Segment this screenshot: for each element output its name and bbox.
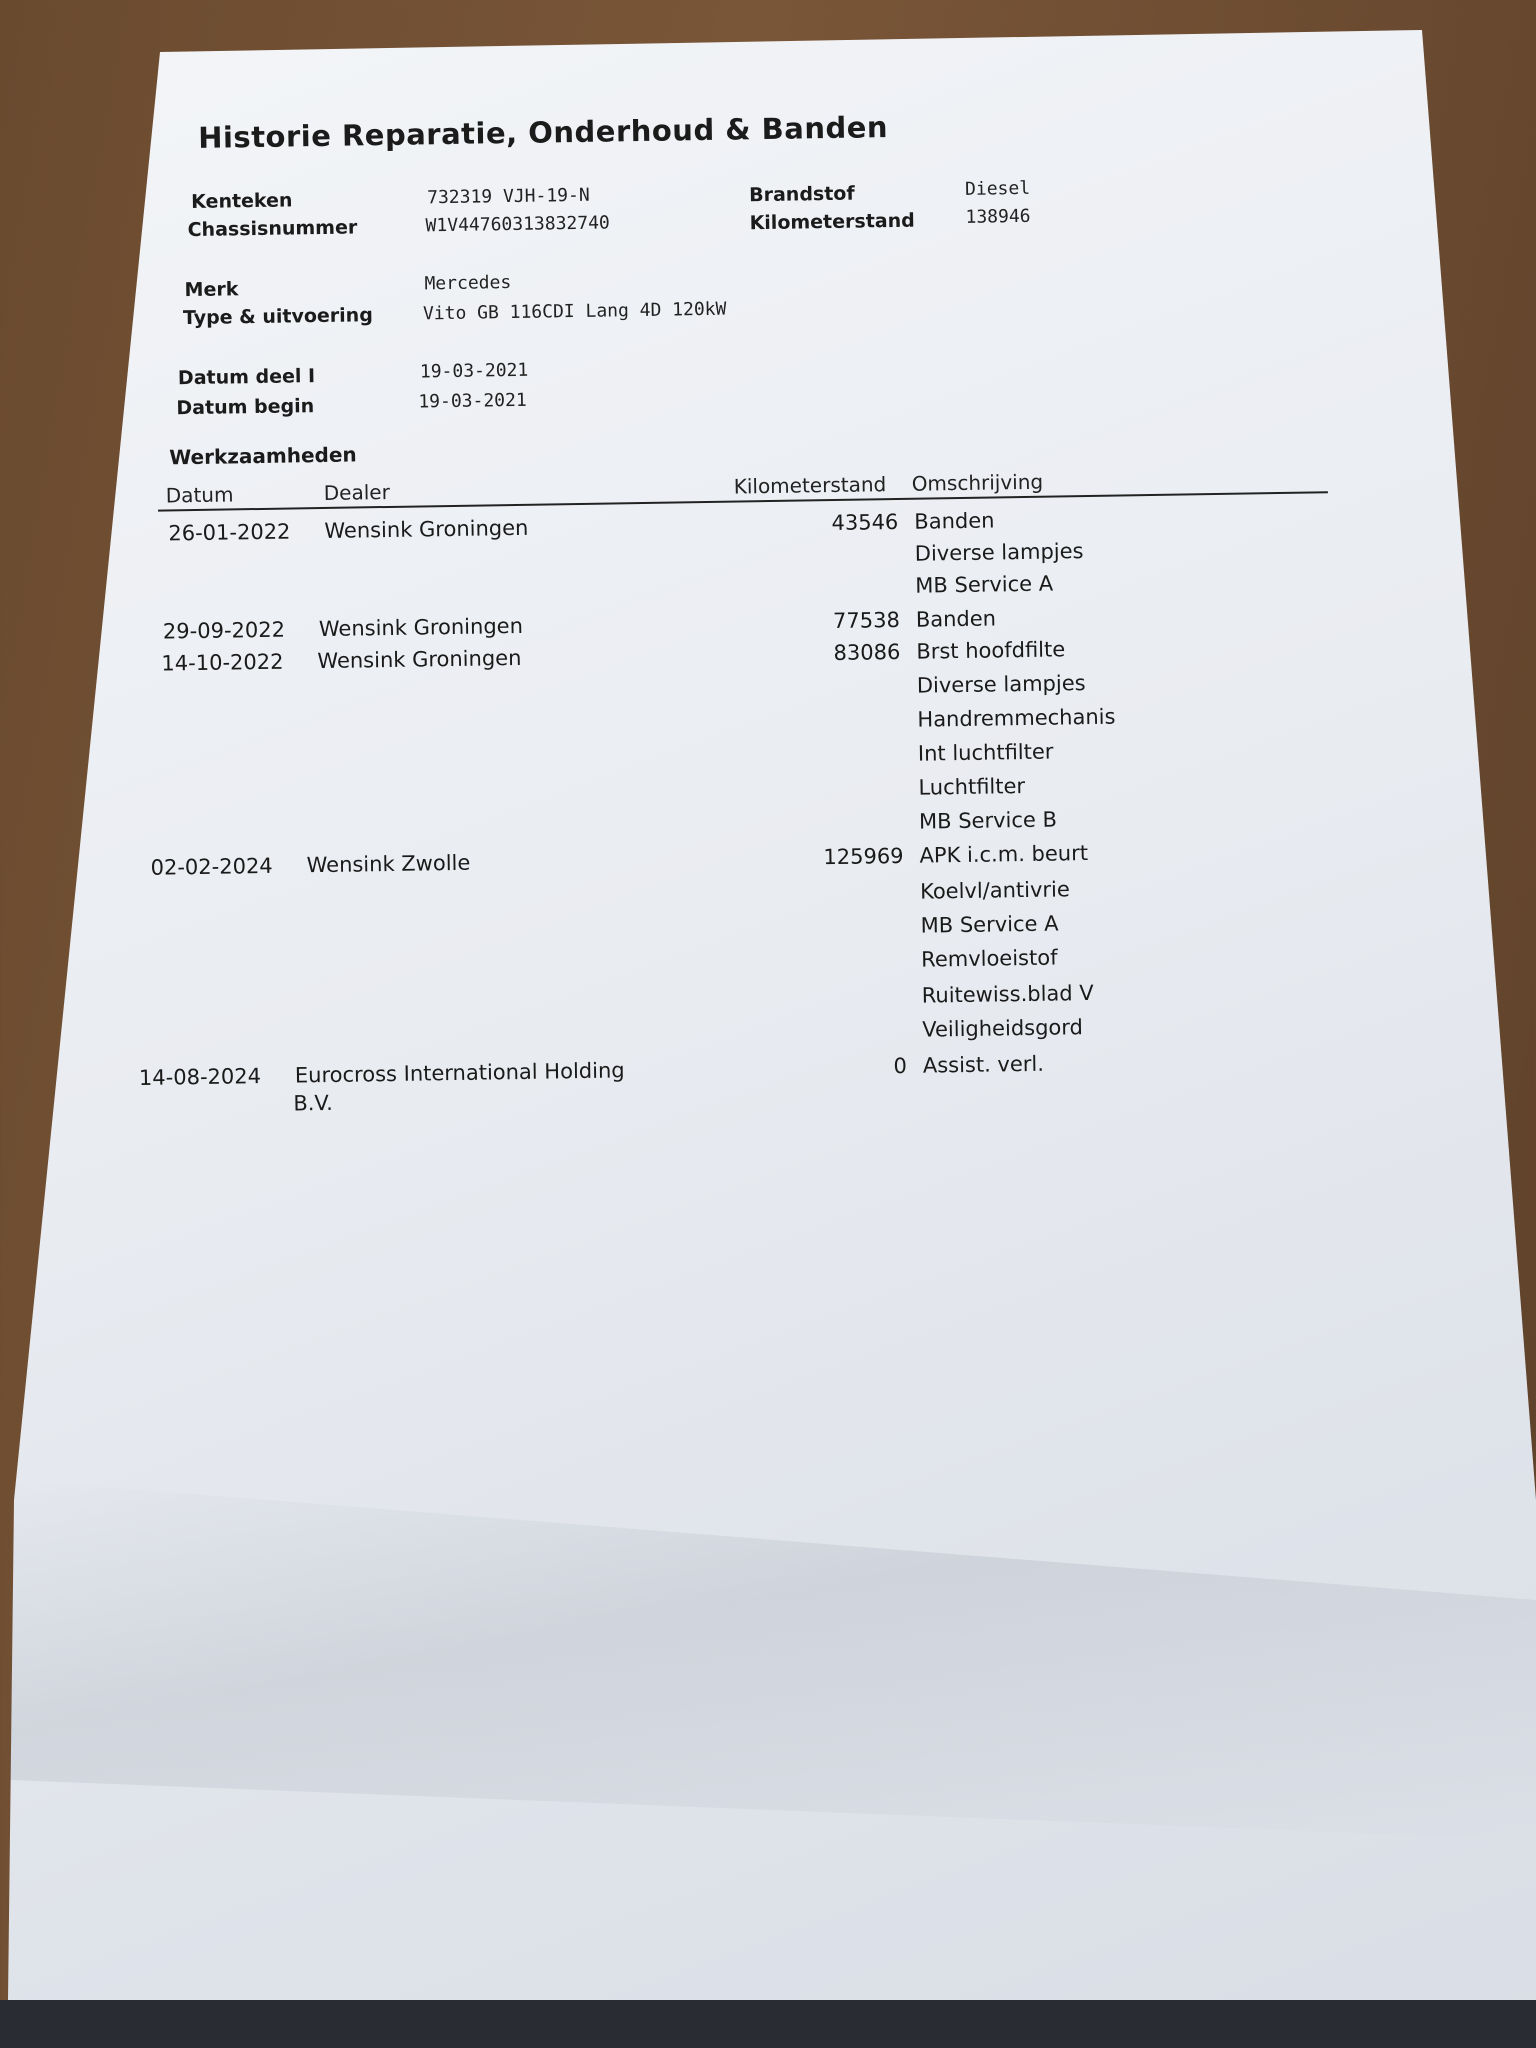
merk-label: Merk — [184, 278, 239, 302]
document-title: Historie Reparatie, Onderhoud & Banden — [197, 110, 889, 155]
cell-omschrijving: Handremmechanis — [917, 704, 1116, 732]
cell-kilometerstand — [746, 984, 906, 987]
chassis-value: W1V44760313832740 — [425, 212, 610, 237]
cell-datum: 14-08-2024 — [138, 1064, 262, 1090]
col-header-kilometerstand: Kilometerstand — [733, 472, 887, 499]
cell-datum: 14-10-2022 — [161, 649, 284, 676]
cell-omschrijving: Brst hoofdfilte — [916, 637, 1066, 664]
col-header-dealer: Dealer — [323, 479, 391, 505]
cell-omschrijving: Luchtfilter — [918, 773, 1026, 800]
cell-omschrijving: MB Service B — [918, 807, 1058, 834]
cell-omschrijving: APK i.c.m. beurt — [919, 841, 1089, 868]
cell-dealer: Wensink Zwolle — [306, 850, 471, 878]
datum-deel-value: 19-03-2021 — [419, 359, 529, 383]
cell-omschrijving: Koelvl/antivrie — [919, 877, 1071, 904]
cell-dealer: Eurocross International Holding — [294, 1058, 625, 1088]
cell-omschrijving: Int luchtfilter — [917, 739, 1054, 766]
cell-dealer: Wensink Groningen — [324, 515, 529, 543]
cell-kilometerstand — [744, 880, 904, 883]
cell-datum: 02-02-2024 — [150, 853, 273, 880]
cell-omschrijving: MB Service A — [915, 571, 1054, 598]
cell-kilometerstand: 77538 — [832, 607, 901, 633]
col-header-omschrijving: Omschrijving — [911, 469, 1044, 496]
cell-omschrijving: Veiligheidsgord — [922, 1015, 1084, 1042]
cell-kilometerstand: 43546 — [831, 509, 899, 536]
type-value: Vito GB 116CDI Lang 4D 120kW — [422, 298, 727, 325]
cell-kilometerstand: 83086 — [833, 639, 901, 665]
cell-kilometerstand: 125969 — [823, 843, 904, 870]
kilometerstand-value: 138946 — [965, 205, 1031, 228]
cell-omschrijving: Diverse lampjes — [916, 671, 1086, 698]
cell-omschrijving: Assist. verl. — [922, 1051, 1045, 1078]
cell-omschrijving: Banden — [914, 508, 995, 534]
kenteken-label: Kenteken — [191, 189, 293, 214]
cell-omschrijving: Remvloeistof — [920, 945, 1058, 972]
cell-datum: 29-09-2022 — [162, 617, 286, 644]
cell-omschrijving: Banden — [915, 606, 997, 632]
cell-omschrijving: Diverse lampjes — [914, 539, 1084, 566]
cell-dealer: Wensink Groningen — [318, 613, 524, 642]
col-header-datum: Datum — [165, 482, 234, 508]
kilometerstand-label: Kilometerstand — [749, 209, 915, 235]
brandstof-label: Brandstof — [748, 182, 855, 207]
merk-value: Mercedes — [424, 272, 512, 295]
cell-omschrijving: Ruitewiss.blad V — [921, 980, 1094, 1008]
datum-deel-label: Datum deel I — [177, 365, 316, 390]
cell-dealer: Wensink Groningen — [317, 645, 522, 674]
datum-begin-label: Datum begin — [176, 395, 315, 420]
kenteken-value: 732319 VJH-19-N — [426, 184, 590, 209]
chassis-label: Chassisnummer — [187, 216, 358, 242]
cell-dealer: B.V. — [293, 1090, 333, 1116]
cell-omschrijving: MB Service A — [920, 911, 1059, 938]
brandstof-value: Diesel — [964, 177, 1031, 200]
cell-kilometerstand: 0 — [893, 1053, 908, 1079]
datum-begin-value: 19-03-2021 — [418, 389, 527, 413]
werkzaamheden-heading: Werkzaamheden — [169, 442, 357, 470]
type-label: Type & uitvoering — [182, 304, 374, 330]
cell-datum: 26-01-2022 — [168, 519, 291, 546]
